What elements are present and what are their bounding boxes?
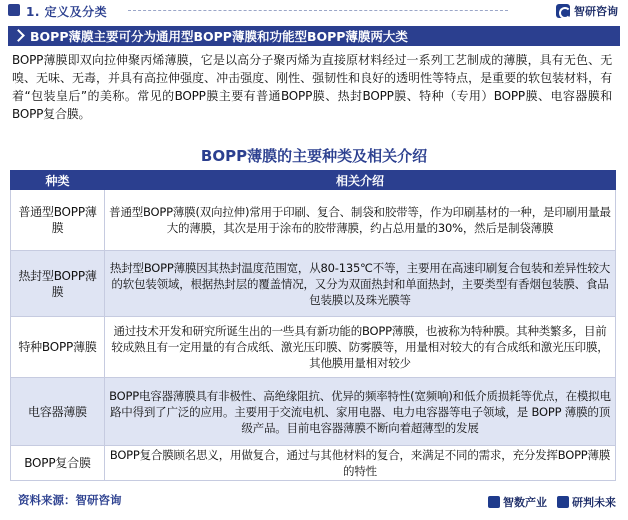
table-row	[11, 378, 616, 446]
banner	[8, 26, 620, 46]
description-cell: 热封型BOPP薄膜因其热封温度范围宽，从80-135℃不等，主要用在高速印刷复合包装和差异性较大的软包装领域，根据热封层的覆盖情况，又分为双面热封和单面热封，主要类型有香烟包装膜、食品包装膜以及珠光膜等	[105, 251, 616, 317]
description-cell: BOPP复合膜顾名思义，用做复合，通过与其他材料的复合，来满足不同的需求，充分发挥BOPP薄膜的特性	[105, 446, 616, 481]
brand-logo-icon	[556, 4, 570, 18]
description-cell: 普通型BOPP薄膜(双向拉伸)常用于印刷、复合、制袋和胶带等，作为印刷基材的一种，是印刷用量最大的薄膜，其次是用于涂布的胶带薄膜，约占总用量的30%，然后是制袋薄膜	[105, 190, 616, 251]
table-row	[11, 251, 616, 317]
brand-logo-icon	[557, 496, 569, 508]
footer-slogan-right: 研判未来	[572, 496, 616, 509]
section-square-icon	[8, 4, 20, 16]
description-cell: BOPP电容器薄膜具有非极性、高绝缘阻抗、优异的频率特性(宽频响)和低介质损耗等优点，在模拟电路中得到了广泛的应用。主要用于交流电机、家用电器、电力电容器等电子领域，是 BOPP 薄膜的顶级产品。目前电容器薄膜不断向着超薄型的发展	[105, 378, 616, 446]
table-header-row	[11, 171, 616, 190]
type-cell: 普通型BOPP薄膜	[11, 190, 105, 251]
table-row	[11, 190, 616, 251]
table-row	[11, 446, 616, 481]
brand-name: 智研咨询	[574, 5, 618, 18]
brand-logo-icon	[488, 496, 500, 508]
table-title: BOPP薄膜的主要种类及相关介绍	[200, 147, 428, 165]
header-divider	[128, 10, 508, 11]
footer-slogan-left: 智数产业	[503, 496, 547, 509]
type-cell: 电容器薄膜	[11, 378, 105, 446]
section-title: 1. 定义及分类	[26, 5, 108, 19]
table-row	[11, 317, 616, 378]
description-cell: 通过技术开发和研究所诞生出的一些具有新功能的BOPP薄膜，也被称为特种膜。其种类繁多，目前较成熟且有一定用量的有合成纸、激光压印膜、防雾膜等，用量相对较大的有合成纸和激光压印膜，其他膜用量相对较少	[105, 317, 616, 378]
footer-brand-right	[557, 494, 616, 510]
banner-title: BOPP薄膜主要可分为通用型BOPP薄膜和功能型BOPP薄膜两大类	[30, 29, 408, 44]
top-bar	[0, 0, 628, 22]
footer-brand-left	[488, 494, 547, 510]
footer-brand	[488, 494, 616, 510]
intro-paragraph: BOPP薄膜即双向拉伸聚丙烯薄膜，它是以高分子聚丙烯为直接原材料经过一系列工艺制成的薄膜，具有无色、无嗅、无味、无毒，并具有高拉伸强度、冲击强度、刚性、强韧性和良好的透明性等特点，是重要的软包装材料，有着“包装皇后”的美称。常见的BOPP膜主要有普通BOPP膜、热封BOPP膜、特种（专用）BOPP膜、电容器膜和BOPP复合膜。	[12, 53, 612, 121]
header-description: 相关介绍	[105, 171, 616, 190]
brand-header	[556, 3, 618, 19]
bopp-types-table	[10, 170, 616, 481]
header-type: 种类	[11, 171, 105, 190]
source-note: 资料来源：智研咨询	[18, 493, 122, 507]
type-cell: 热封型BOPP薄膜	[11, 251, 105, 317]
type-cell: 特种BOPP薄膜	[11, 317, 105, 378]
type-cell: BOPP复合膜	[11, 446, 105, 481]
chevron-right-icon	[12, 29, 25, 42]
